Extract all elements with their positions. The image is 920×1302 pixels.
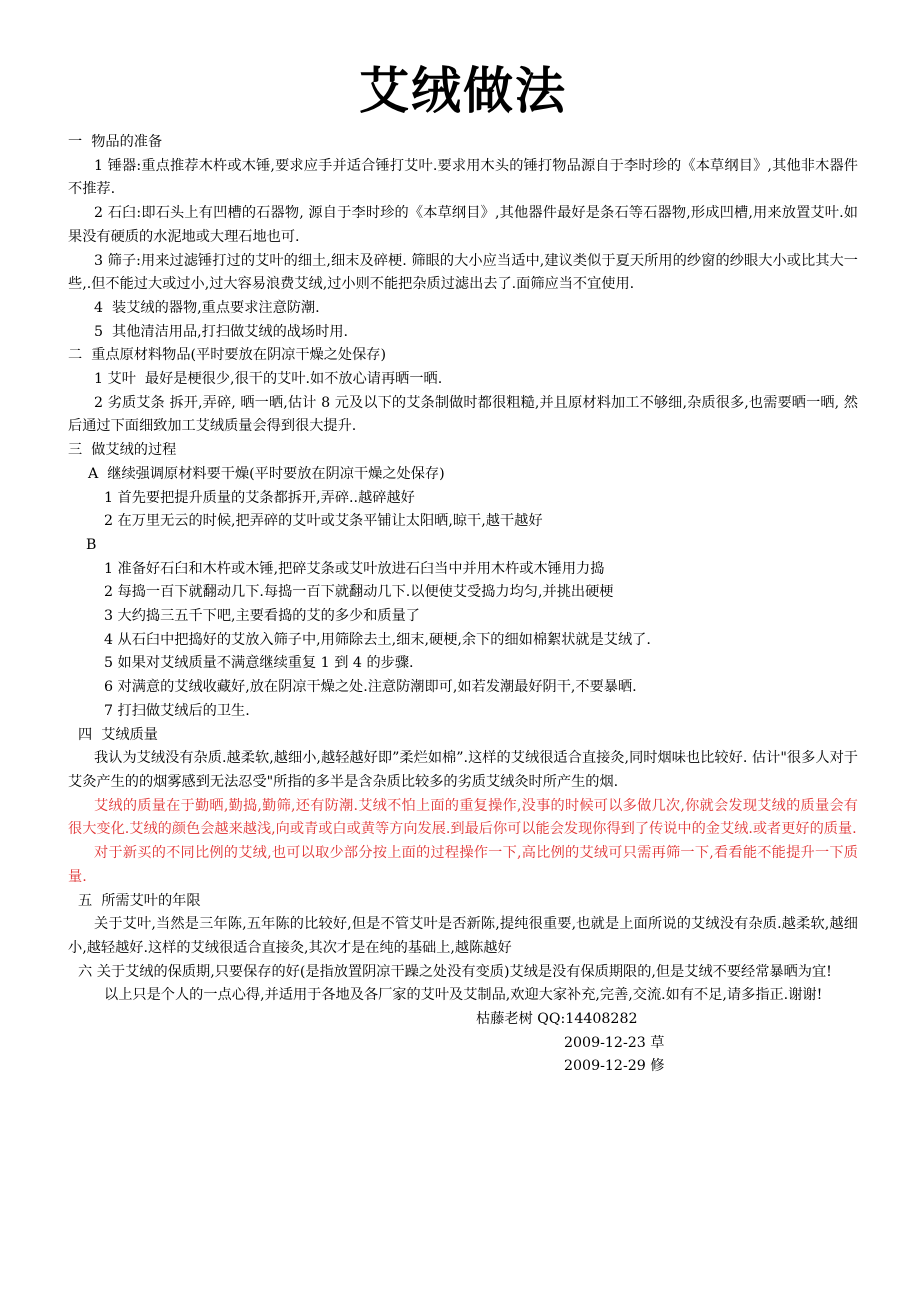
- section-4-heading: 四 艾绒质量: [78, 726, 158, 743]
- section-1-heading: 一 物品的准备: [68, 134, 163, 150]
- s1-item-3: 3 筛子:用来过滤锤打过的艾叶的细土,细末及碎梗. 筛眼的大小应当适中,建议类似于夏天所用的纱窗的纱眼大小或比其大一些,.但不能过大或过小,过大容易浪费艾绒,过小则不能把杂质过滤出去了.面筛应当不宜使用.: [68, 252, 858, 293]
- s1-item-5: 5 其他清洁用品,打扫做艾绒的战场时用.: [94, 323, 349, 340]
- page-title: 艾绒做法: [359, 61, 567, 120]
- section-6-paragraph: 六 关于艾绒的保质期,只要保存的好(是指放置阴凉干躁之处没有变质)艾绒是没有保质期限的,但是艾绒不要经常暴晒为宜!: [78, 963, 832, 980]
- s3-a-step-1: 1 首先要把提升质量的艾条都拆开,弄碎..越碎越好: [104, 489, 415, 506]
- s1-item-2: 2 石臼:即石头上有凹槽的石器物, 源自于李时珍的《本草纲目》,其他器件最好是条石等石器物,形成凹槽,用来放置艾叶.如果没有硬质的水泥地或大理石地也可.: [68, 205, 858, 245]
- s5-paragraph-1: 关于艾叶,当然是三年陈,五年陈的比较好,但是不管艾叶是否新陈,提纯很重要,也就是上面所说的艾绒没有杂质.越柔软,越细小,越轻越好.这样的艾绒很适合直接灸,其次才是在纯的基础上,越陈越好: [68, 916, 858, 956]
- s3-b-step-6: 6 对满意的艾绒收藏好,放在阴凉干燥之处.注意防潮即可,如若发潮最好阴干,不要暴晒.: [104, 679, 637, 696]
- s2-item-1: 1 艾叶 最好是梗很少,很干的艾叶.如不放心请再晒一晒.: [94, 371, 443, 388]
- s3-b-step-2: 2 每捣一百下就翻动几下.每捣一百下就翻动几下.以便使艾受捣力均匀,并挑出硬梗: [104, 584, 614, 601]
- signature-date-draft: 2009-12-23 草: [564, 1034, 665, 1051]
- closing-paragraph: 以上只是个人的一点心得,并适用于各地及各厂家的艾叶及艾制品,欢迎大家补充,完善,交流.如有不足,请多指正.谢谢!: [104, 987, 823, 1004]
- signature-date-revised: 2009-12-29 修: [564, 1058, 665, 1075]
- section-2-heading: 二 重点原材料物品(平时要放在阴凉干燥之处保存): [68, 347, 387, 364]
- section-5-heading: 五 所需艾叶的年限: [78, 892, 201, 909]
- s3-a-step-2: 2 在万里无云的时候,把弄碎的艾叶或艾条平铺让太阳晒,晾干,越干越好: [104, 513, 543, 530]
- signature-author: 枯藤老树 QQ:14408282: [476, 1011, 638, 1028]
- s3-b-heading: B: [86, 536, 97, 553]
- s3-b-step-4: 4 从石臼中把捣好的艾放入筛子中,用筛除去土,细末,硬梗,余下的细如棉絮状就是艾绒了.: [104, 631, 651, 648]
- s4-paragraph-2-highlight: 艾绒的质量在于勤晒,勤捣,勤筛,还有防潮.艾绒不怕上面的重复操作,没事的时候可以多做几次,你就会发现艾绒的质量会有很大变化.艾绒的颜色会越来越浅,向或青或白或黄等方向发展.到最后你可以能会发现你得到了传说中的金艾绒.或者更好的质量.: [68, 797, 858, 838]
- s3-b-step-1: 1 准备好石臼和木杵或木锤,把碎艾条或艾叶放进石臼当中并用木杵或木锤用力捣: [104, 560, 605, 577]
- s1-item-1: 1 锤器:重点推荐木杵或木锤,要求应手并适合锤打艾叶.要求用木头的锤打物品源自于李时珍的《本草纲目》,其他非木器件不推荐.: [68, 157, 858, 198]
- s3-b-step-7: 7 打扫做艾绒后的卫生.: [104, 702, 250, 719]
- s3-b-step-5: 5 如果对艾绒质量不满意继续重复 1 到 4 的步骤.: [104, 655, 414, 672]
- s3-a-heading: A 继续强调原材料要干燥(平时要放在阴凉干燥之处保存): [88, 465, 445, 482]
- s3-b-step-3: 3 大约捣三五千下吧,主要看捣的艾的多少和质量了: [104, 608, 420, 625]
- section-3-heading: 三 做艾绒的过程: [68, 442, 177, 459]
- s4-paragraph-1: 我认为艾绒没有杂质.越柔软,越细小,越轻越好即”柔烂如棉”.这样的艾绒很适合直接灸,同时烟味也比较好. 估计"很多人对于艾灸产生的的烟雾感到无法忍受"所指的多半是含杂质比较多的劣质艾绒灸时所产生的烟.: [68, 750, 858, 790]
- s2-item-2: 2 劣质艾条 拆开,弄碎, 晒一晒,估计 8 元及以下的艾条制做时都很粗糙,并且原材料加工不够细,杂质很多,也需要晒一晒, 然后通过下面细致加工艾绒质量会得到很大提升.: [68, 394, 858, 435]
- document: [68, 55, 858, 1079]
- s1-item-4: 4 装艾绒的器物,重点要求注意防潮.: [94, 299, 320, 316]
- s4-paragraph-3-highlight: 对于新买的不同比例的艾绒,也可以取少部分按上面的过程操作一下,高比例的艾绒可只需再筛一下,看看能不能提升一下质量.: [68, 845, 858, 885]
